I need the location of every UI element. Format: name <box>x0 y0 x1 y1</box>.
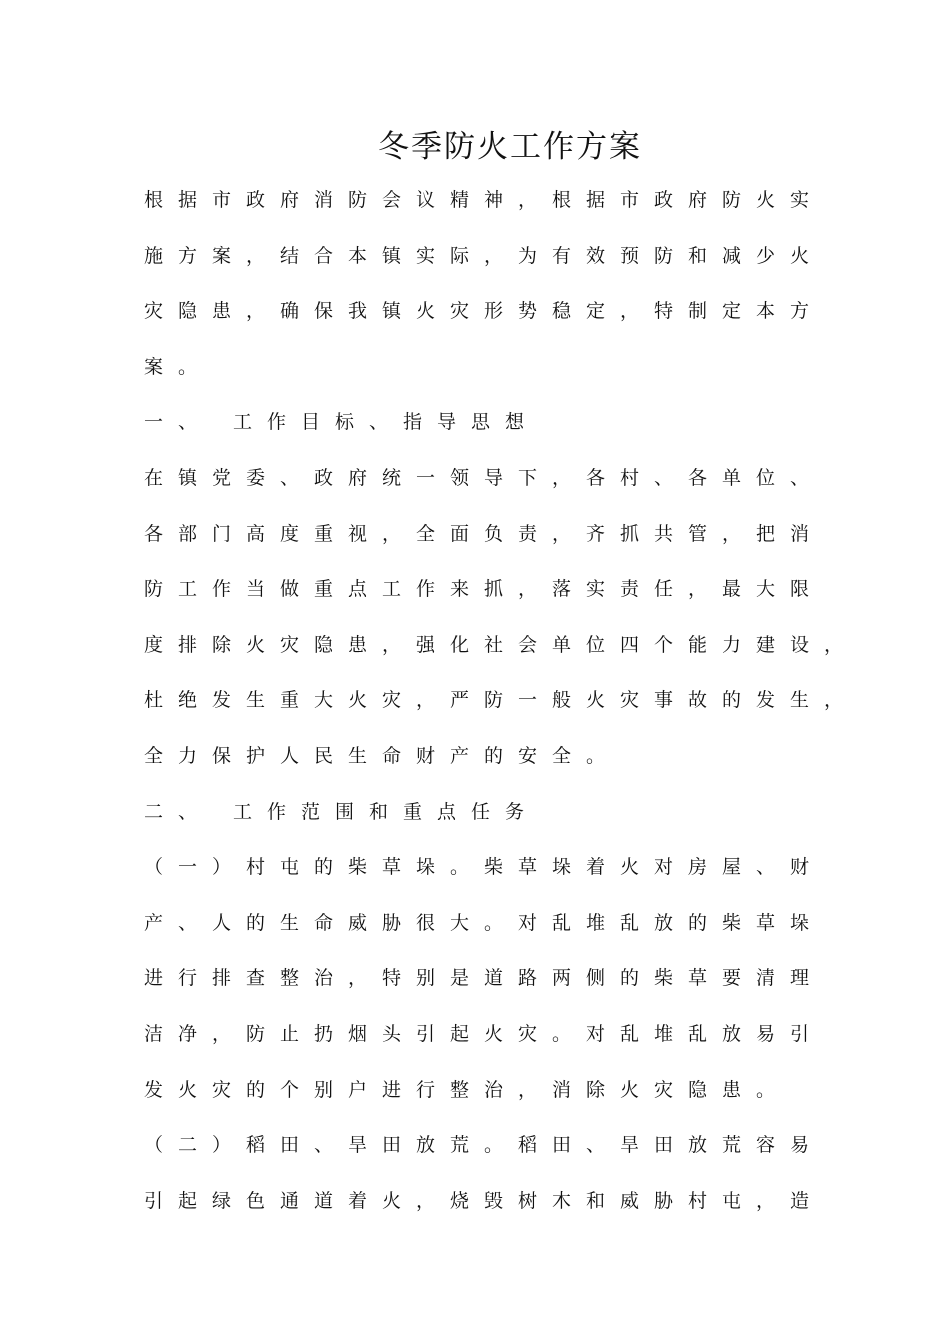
section-heading: 二、 工作范围和重点任务 <box>144 800 540 823</box>
document-body <box>144 180 859 1236</box>
body-line: 案。 <box>144 355 213 378</box>
body-line: （一）村屯的柴草垛。柴草垛着火对房屋、财 <box>144 856 825 879</box>
body-line: 根据市政府消防会议精神，根据市政府防火实 <box>144 189 825 211</box>
body-line: 在镇党委、政府统一领导下，各村、各单位、 <box>144 466 825 489</box>
body-line: 全力保护人民生命财产的安全。 <box>144 744 621 767</box>
body-line: 度排除火灾隐患，强化社会单位四个能力建设， <box>144 633 859 656</box>
body-line: 发火灾的个别户进行整治，消除火灾隐患。 <box>144 1078 791 1101</box>
body-line: （二）稻田、旱田放荒。稻田、旱田放荒容易 <box>144 1134 825 1157</box>
document-title: 冬季防火工作方案 <box>378 129 642 165</box>
body-line: 洁净，防止扔烟头引起火灾。对乱堆乱放易引 <box>144 1022 825 1045</box>
body-line: 灾隐患，确保我镇火灾形势稳定，特制定本方 <box>144 300 825 323</box>
body-line: 杜绝发生重大火灾，严防一般火灾事故的发生， <box>144 689 859 712</box>
body-line: 产、人的生命威胁很大。对乱堆乱放的柴草垛 <box>144 911 825 934</box>
body-line: 防工作当做重点工作来抓，落实责任，最大限 <box>144 578 825 601</box>
body-line: 引起绿色通道着火，烧毁树木和威胁村屯，造 <box>144 1189 825 1212</box>
section-heading: 一、 工作目标、指导思想 <box>144 411 540 434</box>
body-line: 施方案，结合本镇实际，为有效预防和减少火 <box>144 244 825 267</box>
body-line: 各部门高度重视，全面负责，齐抓共管，把消 <box>144 522 825 545</box>
body-line: 进行排查整治，特别是道路两侧的柴草要清理 <box>144 967 825 990</box>
